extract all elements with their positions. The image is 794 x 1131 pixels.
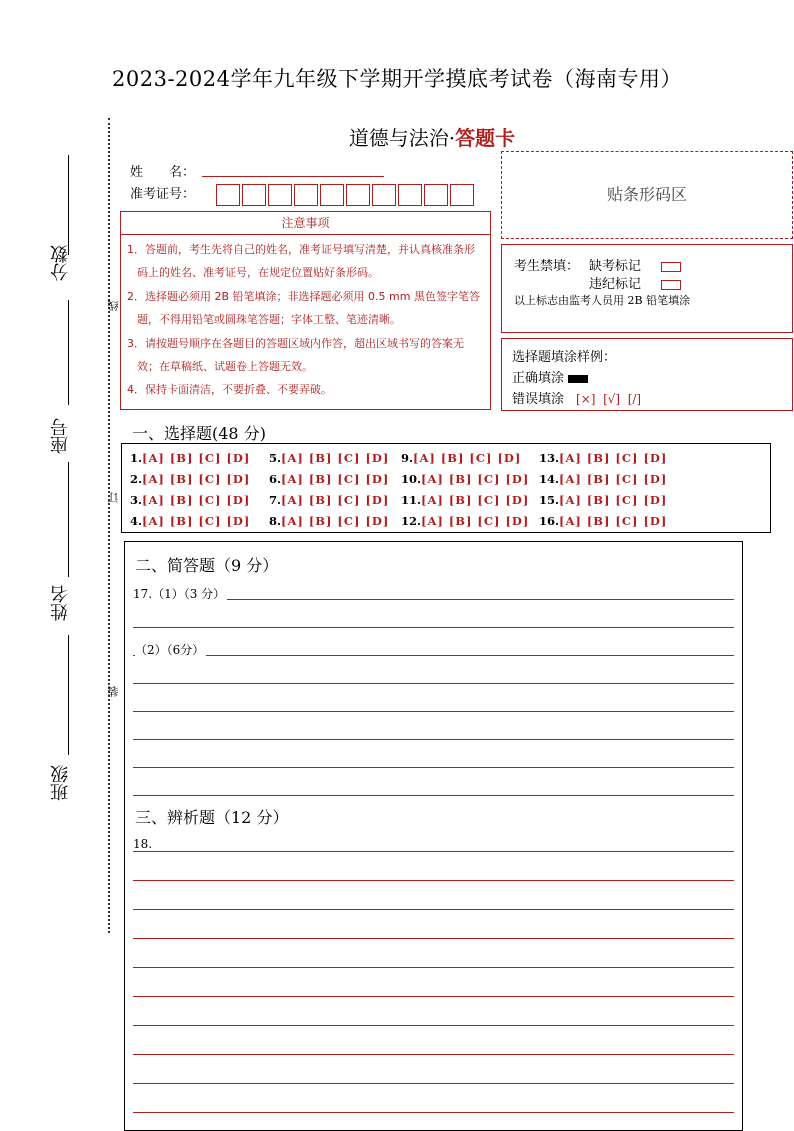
mc-number: 2. (130, 472, 143, 486)
fill-sample-box (501, 338, 793, 411)
mc-question[interactable] (539, 472, 667, 486)
sample-title: 选择题填涂样例： (512, 350, 617, 365)
mc-number: 12. (401, 514, 422, 528)
id-digit-box[interactable] (424, 184, 448, 206)
mc-number: 7. (269, 493, 282, 507)
q17-2-label: （2）（6分） (135, 643, 205, 657)
mc-number: 14. (539, 472, 560, 486)
answer-line[interactable] (133, 880, 734, 881)
notice-body (121, 235, 490, 402)
mc-question[interactable] (269, 472, 389, 486)
mc-number: 6. (269, 472, 282, 486)
mc-options[interactable]: [A] [B] [C] [D] (413, 451, 522, 465)
notice-heading: 注意事项 (121, 212, 490, 235)
answer-line[interactable] (133, 627, 734, 628)
mc-options[interactable]: [A] [B] [C] [D] (421, 472, 530, 486)
mc-number: 1. (130, 451, 143, 465)
id-digit-box[interactable] (242, 184, 266, 206)
mc-options[interactable]: [A] [B] [C] [D] (281, 472, 390, 486)
mc-question[interactable] (269, 451, 389, 465)
answer-line[interactable] (133, 851, 734, 852)
answer-line[interactable] (133, 996, 734, 997)
sample-wrong-label: 错误填涂 (512, 392, 565, 407)
absent-mark-label: 缺考标记 (589, 259, 642, 274)
mc-options[interactable]: [A] [B] [C] [D] (142, 472, 251, 486)
mc-question[interactable] (130, 472, 250, 486)
id-number-boxes[interactable] (216, 184, 476, 206)
answer-line[interactable] (133, 1112, 734, 1113)
sample-correct-row (512, 367, 588, 386)
mc-options[interactable]: [A] [B] [C] [D] (142, 451, 251, 465)
answer-area (124, 541, 743, 1131)
score-rule (68, 155, 69, 255)
answer-line[interactable] (133, 683, 734, 684)
answer-line[interactable] (133, 938, 734, 939)
answer-line[interactable] (133, 1083, 734, 1084)
mc-number: 9. (401, 451, 414, 465)
answer-line[interactable] (133, 795, 734, 796)
mc-options[interactable]: [A] [B] [C] [D] (281, 451, 390, 465)
mc-number: 15. (539, 493, 560, 507)
mc-number: 3. (130, 493, 143, 507)
id-digit-box[interactable] (346, 184, 370, 206)
answer-line[interactable] (133, 1025, 734, 1026)
barcode-area: 贴条形码区 (501, 151, 793, 239)
mc-row (122, 514, 770, 534)
violation-mark-row (589, 273, 681, 292)
wrong-marks: [×] [√] [/] (576, 392, 642, 406)
mc-number: 4. (130, 514, 143, 528)
seat-label: 座号 (50, 418, 71, 454)
mc-question[interactable] (130, 493, 250, 507)
id-digit-box[interactable] (398, 184, 422, 206)
answer-line[interactable] (133, 655, 734, 656)
mc-number: 10. (401, 472, 422, 486)
binding-dotted-line (108, 118, 110, 933)
mc-options[interactable]: [A] [B] [C] [D] (559, 514, 668, 528)
mc-number: 11. (401, 493, 422, 507)
mc-question[interactable] (539, 493, 667, 507)
notice-item: 1．答题前，考生先将自己的姓名，准考证号填写清楚，并认真核准条形码上的姓名、准考证号，在规定位置贴好条形码。 (127, 243, 475, 280)
id-digit-box[interactable] (320, 184, 344, 206)
id-digit-box[interactable] (372, 184, 396, 206)
binding-glyph-bind: 装 (107, 686, 120, 697)
q17-1-label: 17.（1）（3 分） (133, 587, 226, 601)
section2-title: 二、简答题（9 分） (135, 556, 279, 575)
score-label: 分数 (50, 245, 71, 281)
name-field-label: 姓 名： (130, 165, 196, 180)
mc-question[interactable] (539, 514, 667, 528)
id-field-label: 准考证号： (130, 187, 196, 202)
answer-line[interactable] (133, 909, 734, 910)
mc-options[interactable]: [A] [B] [C] [D] (559, 451, 668, 465)
answer-line[interactable] (133, 967, 734, 968)
name-input-line[interactable] (202, 176, 384, 177)
mc-number: 5. (269, 451, 282, 465)
mc-question[interactable] (401, 514, 529, 528)
class-label: 班级 (50, 765, 71, 801)
mc-number: 16. (539, 514, 560, 528)
binding-glyph-line: 线 (107, 300, 120, 311)
notice-item: 3．请按题号顺序在各题目的答题区域内作答，超出区域书写的答案无效；在草稿纸、试题卷上答题无效。 (127, 336, 464, 374)
mc-question[interactable] (269, 514, 389, 528)
proctor-note: 以上标志由监考人员用 2B 铅笔填涂 (514, 294, 691, 307)
notice-item: 2．选择题必须用 2B 铅笔填涂；非选择题必须用 0.5 mm 黑色签字笔答题，不得用铅笔或圆珠笔答题；字体工整、笔迹清晰。 (127, 289, 480, 327)
mc-question[interactable] (130, 451, 250, 465)
id-digit-box[interactable] (294, 184, 318, 206)
absent-mark-row (589, 255, 681, 274)
answer-line[interactable] (133, 711, 734, 712)
mc-question[interactable] (130, 514, 250, 528)
subject-title (0, 122, 794, 151)
mc-options[interactable]: [A] [B] [C] [D] (421, 493, 530, 507)
answer-line[interactable] (133, 739, 734, 740)
mc-row (122, 493, 770, 513)
document-title: 2023-2024学年九年级下学期开学摸底考试卷（海南专用） (112, 67, 682, 91)
binding-glyph-staple: 订 (107, 492, 120, 503)
answer-line[interactable] (133, 767, 734, 768)
q18-label: 18. (133, 837, 153, 851)
mc-options[interactable]: [A] [B] [C] [D] (559, 472, 668, 486)
notice-item: 4．保持卡面清洁，不要折叠、不要弄破。 (127, 383, 332, 397)
id-digit-box[interactable] (450, 184, 474, 206)
mc-question[interactable] (539, 451, 667, 465)
proctor-mark-box (501, 244, 793, 333)
mc-options[interactable]: [A] [B] [C] [D] (421, 514, 530, 528)
name-rule (68, 462, 69, 577)
violation-mark-label: 违纪标记 (589, 277, 642, 292)
id-digit-box[interactable] (268, 184, 292, 206)
section1-title: 一、选择题(48 分) (132, 424, 266, 443)
mc-options[interactable]: [A] [B] [C] [D] (142, 514, 251, 528)
violation-mark-box[interactable] (661, 280, 681, 290)
notice-box (120, 211, 491, 410)
card-kind: 答题卡 (455, 126, 516, 150)
filled-block (568, 375, 588, 383)
section3-title: 三、辨析题（12 分） (135, 808, 289, 827)
mc-question[interactable] (401, 472, 529, 486)
seat-rule (68, 300, 69, 405)
sample-wrong-row (512, 388, 641, 407)
multiple-choice-box (121, 443, 771, 533)
mc-number: 13. (539, 451, 560, 465)
mc-question[interactable] (401, 493, 529, 507)
mc-options[interactable]: [A] [B] [C] [D] (281, 514, 390, 528)
mc-number: 8. (269, 514, 282, 528)
id-digit-box[interactable] (216, 184, 240, 206)
forbidden-label: 考生禁填： (514, 259, 580, 274)
mc-question[interactable] (269, 493, 389, 507)
answer-line[interactable] (133, 1054, 734, 1055)
mc-options[interactable]: [A] [B] [C] [D] (559, 493, 668, 507)
mc-options[interactable]: [A] [B] [C] [D] (281, 493, 390, 507)
sample-correct-label: 正确填涂 (512, 371, 565, 386)
class-rule (68, 635, 69, 755)
mc-row (122, 472, 770, 492)
name-label-side: 姓名 (50, 585, 71, 621)
absent-mark-box[interactable] (661, 262, 681, 272)
mc-options[interactable]: [A] [B] [C] [D] (142, 493, 251, 507)
mc-question[interactable] (401, 451, 521, 465)
mc-row (122, 451, 770, 471)
subject-name: 道德与法治· (348, 126, 456, 150)
